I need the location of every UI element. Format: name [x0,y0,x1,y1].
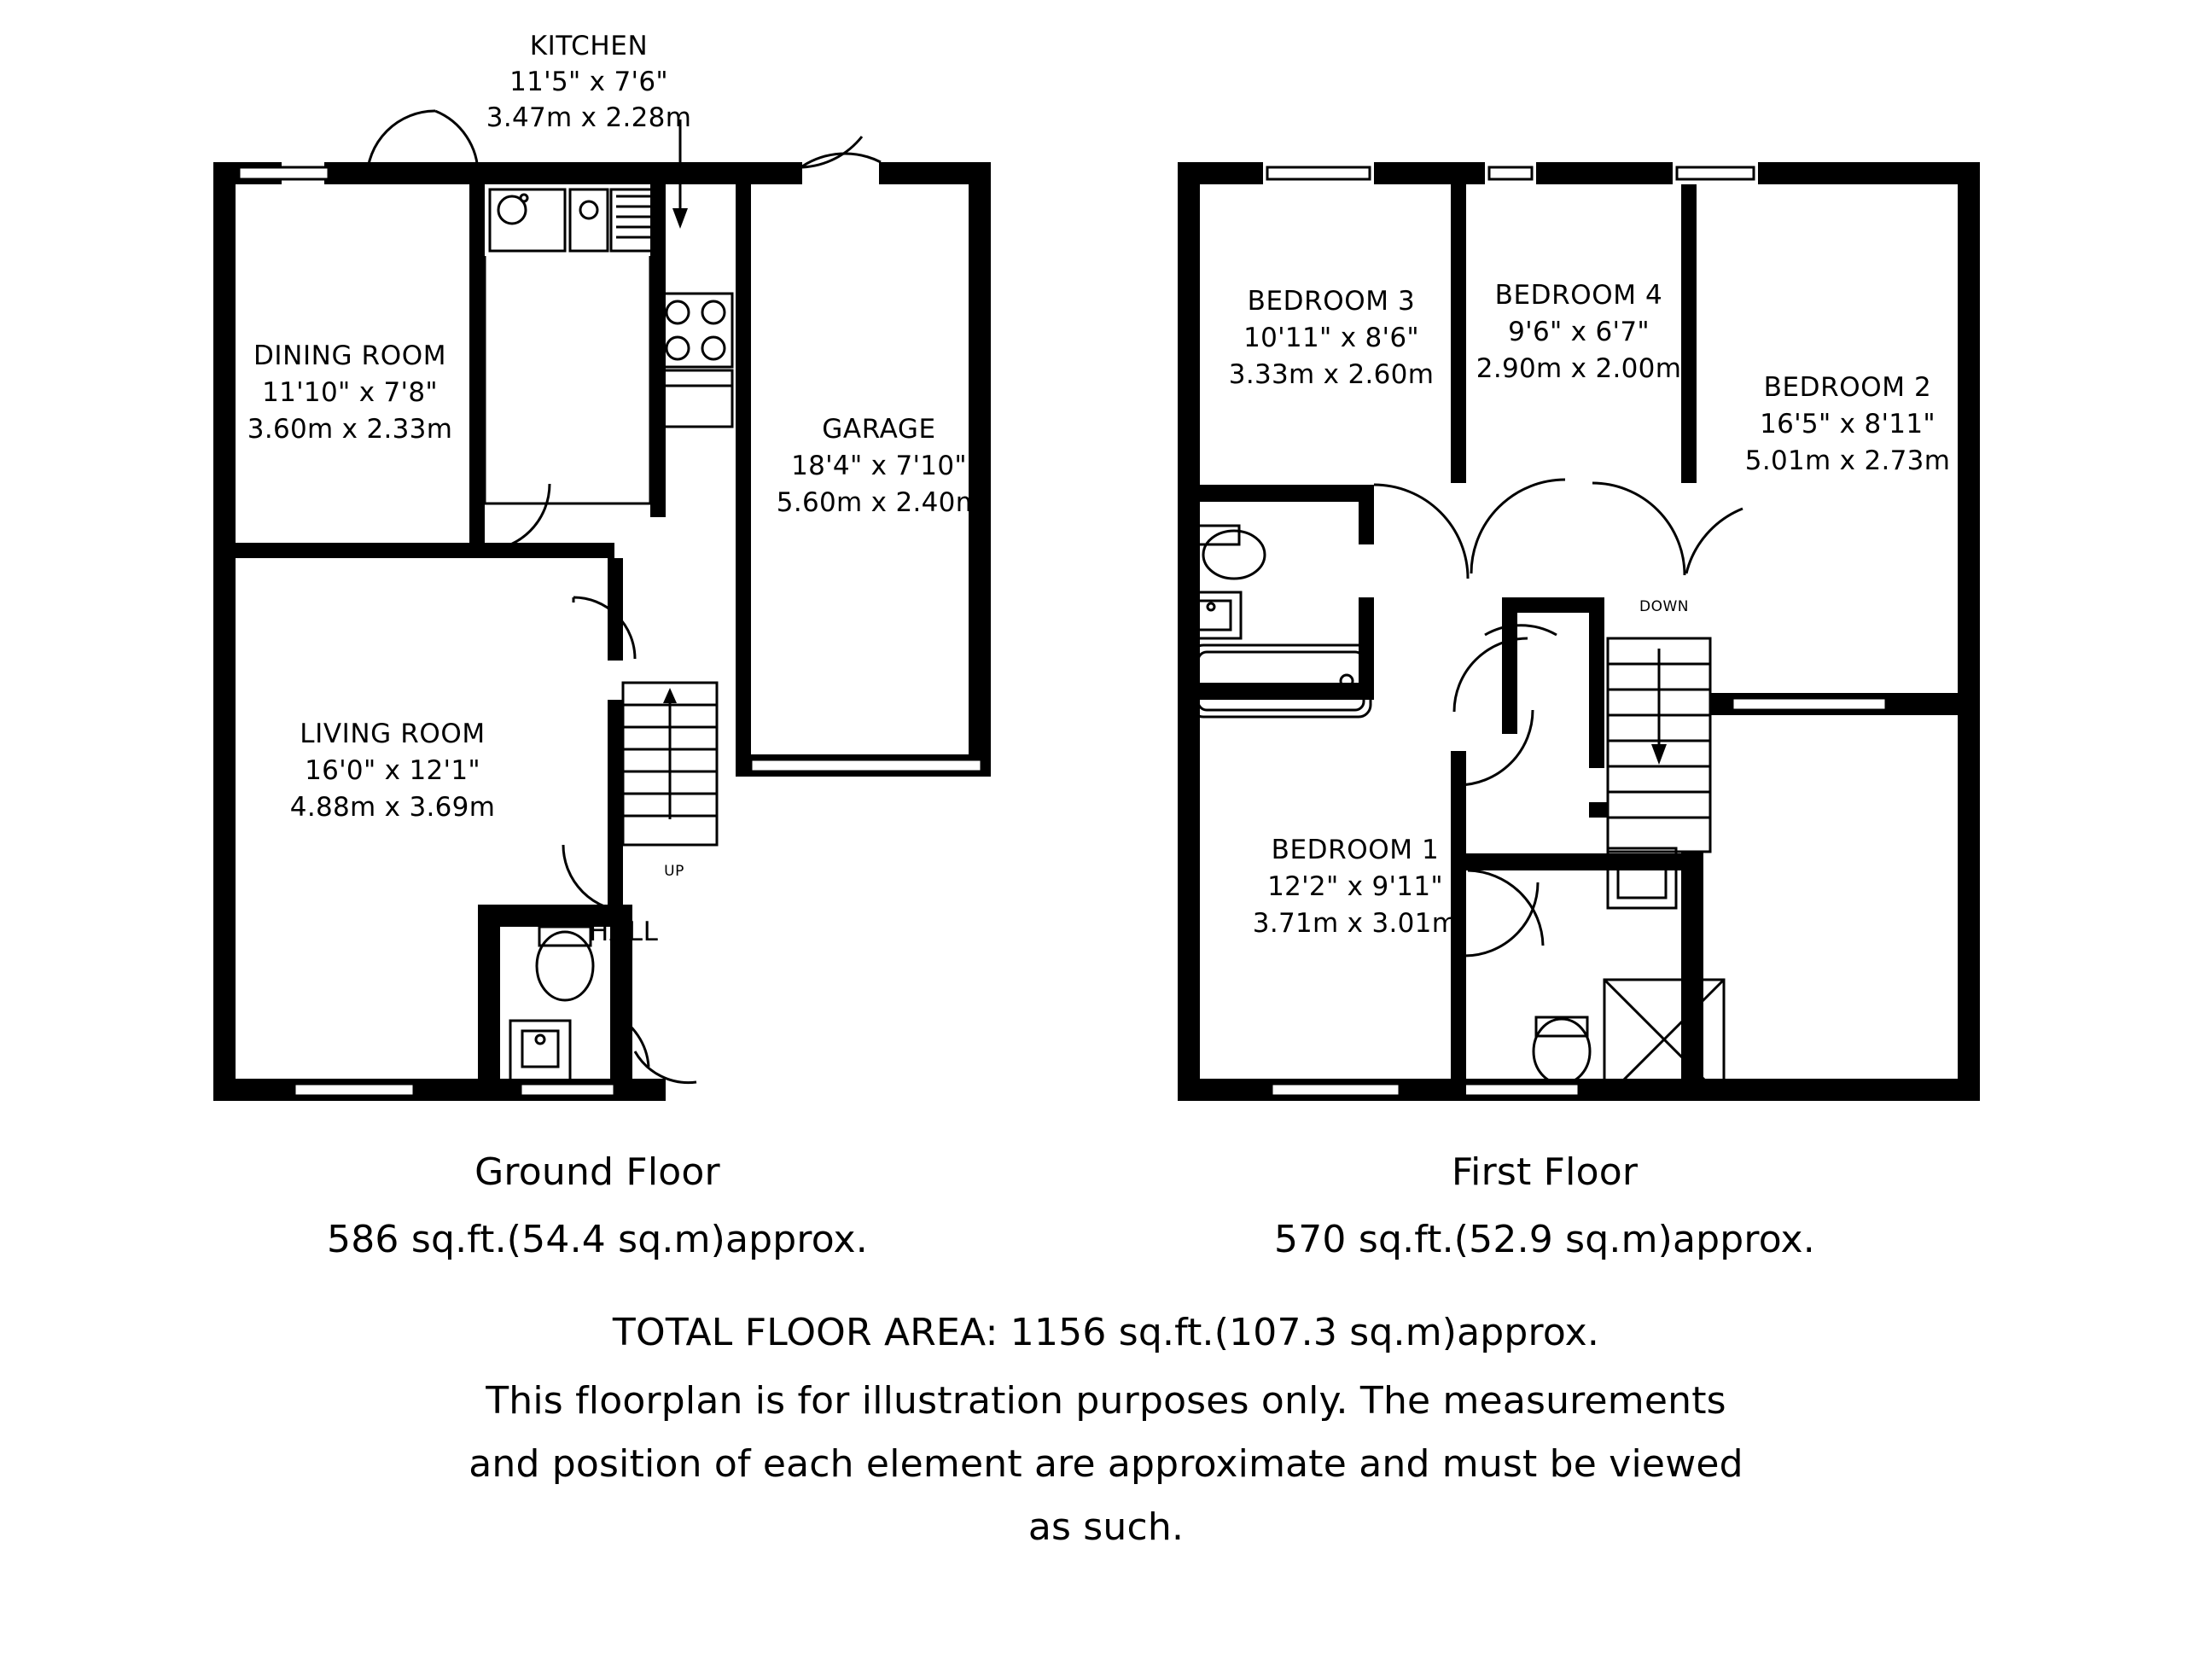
disclaimer-line-1: This floorplan is for illustration purposes only. The measurements [486,1379,1726,1423]
room-label-garage: GARAGE [822,414,936,445]
stair-direction-up: UP [664,863,684,880]
room-label-bedroom-3: BEDROOM 3 [1247,286,1416,317]
room-dim-metric-bedroom-1: 3.71m x 3.01m [1252,908,1458,939]
room-dim-imperial-dining-room: 11'10" x 7'8" [262,377,438,408]
first-floor-area: 570 sq.ft.(52.9 sq.m)approx. [1274,1218,1815,1261]
room-dim-imperial-bedroom-4: 9'6" x 6'7" [1508,317,1650,347]
room-label-hall: HALL [589,917,659,947]
room-dim-imperial-kitchen: 11'5" x 7'6" [509,67,668,97]
room-label-bedroom-4: BEDROOM 4 [1494,280,1663,311]
room-label-dining-room: DINING ROOM [253,341,447,371]
room-dim-metric-garage: 5.60m x 2.40m [776,487,982,518]
ground-floor-area: 586 sq.ft.(54.4 sq.m)approx. [327,1218,868,1261]
room-label-living-room: LIVING ROOM [300,719,486,749]
room-dim-imperial-bedroom-3: 10'11" x 8'6" [1243,323,1419,353]
ground-floor-title: Ground Floor [474,1150,720,1194]
room-dim-metric-dining-room: 3.60m x 2.33m [247,414,453,445]
room-dim-imperial-bedroom-1: 12'2" x 9'11" [1267,871,1443,902]
disclaimer-line-3: as such. [1027,1505,1185,1549]
room-dim-imperial-garage: 18'4" x 7'10" [791,451,967,481]
room-dim-imperial-bedroom-2: 16'5" x 8'11" [1760,409,1936,439]
stair-direction-down: DOWN [1639,598,1689,615]
disclaimer-line-2: and position of each element are approximate and must be viewed [469,1442,1743,1486]
total-floor-area: TOTAL FLOOR AREA: 1156 sq.ft.(107.3 sq.m)approx. [612,1311,1600,1354]
first-floor-title: First Floor [1451,1150,1639,1194]
room-dim-metric-bedroom-2: 5.01m x 2.73m [1744,445,1951,476]
room-label-bedroom-2: BEDROOM 2 [1763,372,1932,403]
room-label-kitchen: KITCHEN [529,31,649,61]
room-dim-metric-bedroom-4: 2.90m x 2.00m [1476,353,1682,384]
room-dim-metric-bedroom-3: 3.33m x 2.60m [1228,359,1435,390]
room-dim-metric-living-room: 4.88m x 3.69m [289,792,496,823]
room-dim-metric-kitchen: 3.47m x 2.28m [486,102,692,133]
ground-floor-plan [213,111,991,1101]
room-label-bedroom-1: BEDROOM 1 [1271,835,1440,865]
room-dim-imperial-living-room: 16'0" x 12'1" [305,755,480,786]
